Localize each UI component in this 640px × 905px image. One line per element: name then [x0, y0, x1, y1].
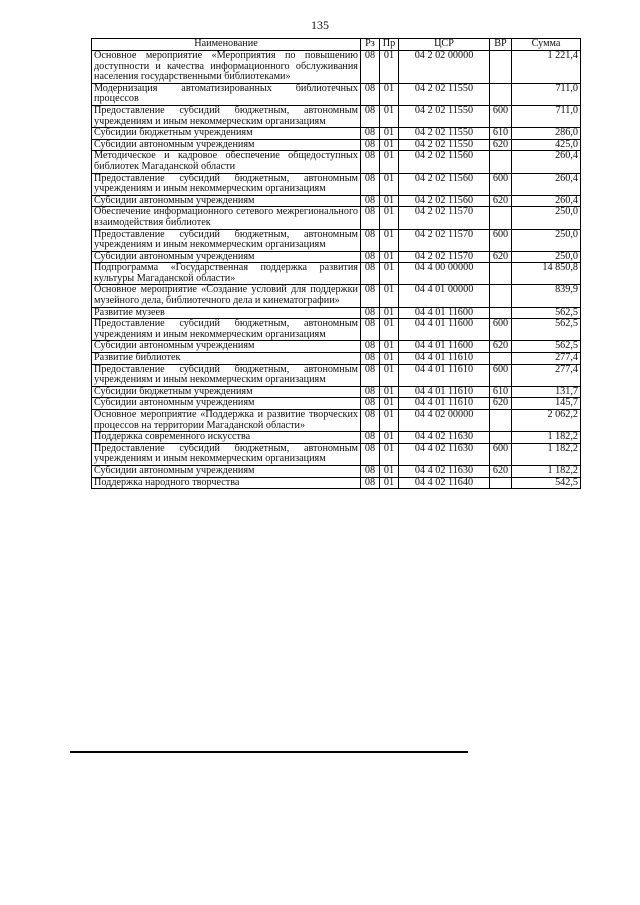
table-row — [92, 353, 581, 365]
table-row — [92, 432, 581, 444]
cell-name: Субсидии автономным учреждениям — [92, 398, 361, 410]
cell-vr — [490, 353, 512, 365]
table-row — [92, 263, 581, 285]
cell-vr — [490, 263, 512, 285]
table-row — [92, 410, 581, 432]
cell-name: Обеспечение информационного сетевого межрегионального взаимодействия библиотек — [92, 207, 361, 229]
cell-pr: 01 — [380, 477, 399, 489]
cell-csr: 04 4 01 11600 — [399, 319, 490, 341]
cell-rz: 08 — [361, 139, 380, 151]
cell-rz: 08 — [361, 432, 380, 444]
cell-name: Субсидии автономным учреждениям — [92, 465, 361, 477]
page-number: 135 — [311, 18, 329, 32]
table-row — [92, 465, 581, 477]
cell-csr: 04 4 02 11630 — [399, 432, 490, 444]
cell-rz: 08 — [361, 465, 380, 477]
header-sum: Сумма — [512, 39, 581, 51]
table-row — [92, 251, 581, 263]
cell-sum: 1 182,2 — [512, 432, 581, 444]
cell-rz: 08 — [361, 353, 380, 365]
cell-vr: 600 — [490, 443, 512, 465]
cell-name: Основное мероприятие «Поддержка и развитие творческих процессов на территории Магаданской области» — [92, 410, 361, 432]
cell-name: Подпрограмма «Государственная поддержка развития культуры Магаданской области» — [92, 263, 361, 285]
cell-vr — [490, 207, 512, 229]
cell-rz: 08 — [361, 51, 380, 84]
cell-pr: 01 — [380, 128, 399, 140]
cell-csr: 04 2 02 11560 — [399, 151, 490, 173]
cell-name: Субсидии автономным учреждениям — [92, 341, 361, 353]
cell-vr: 620 — [490, 465, 512, 477]
cell-pr: 01 — [380, 364, 399, 386]
cell-sum: 145,7 — [512, 398, 581, 410]
table-row — [92, 229, 581, 251]
cell-csr: 04 2 02 11550 — [399, 83, 490, 105]
cell-csr: 04 4 00 00000 — [399, 263, 490, 285]
cell-pr: 01 — [380, 139, 399, 151]
cell-vr — [490, 307, 512, 319]
cell-sum: 711,0 — [512, 105, 581, 127]
cell-rz: 08 — [361, 251, 380, 263]
cell-rz: 08 — [361, 364, 380, 386]
cell-vr — [490, 432, 512, 444]
table-row — [92, 285, 581, 307]
cell-name: Основное мероприятие «Мероприятия по повышению доступности и качества информационного обслуживания населения государственными библиотеками» — [92, 51, 361, 84]
cell-csr: 04 4 01 11610 — [399, 353, 490, 365]
cell-rz: 08 — [361, 195, 380, 207]
cell-vr — [490, 285, 512, 307]
header-rz: Рз — [361, 39, 380, 51]
cell-csr: 04 4 01 11600 — [399, 307, 490, 319]
cell-pr: 01 — [380, 229, 399, 251]
cell-sum: 2 062,2 — [512, 410, 581, 432]
cell-sum: 277,4 — [512, 353, 581, 365]
cell-vr — [490, 83, 512, 105]
cell-pr: 01 — [380, 195, 399, 207]
cell-vr: 610 — [490, 128, 512, 140]
table-row — [92, 477, 581, 489]
cell-vr: 620 — [490, 341, 512, 353]
cell-sum: 250,0 — [512, 207, 581, 229]
cell-pr: 01 — [380, 263, 399, 285]
cell-csr: 04 2 02 11570 — [399, 229, 490, 251]
cell-rz: 08 — [361, 285, 380, 307]
cell-csr: 04 2 02 11550 — [399, 139, 490, 151]
cell-pr: 01 — [380, 443, 399, 465]
cell-sum: 260,4 — [512, 173, 581, 195]
cell-pr: 01 — [380, 410, 399, 432]
cell-csr: 04 4 01 11600 — [399, 341, 490, 353]
cell-vr — [490, 477, 512, 489]
cell-csr: 04 2 02 11560 — [399, 195, 490, 207]
cell-sum: 562,5 — [512, 319, 581, 341]
cell-vr — [490, 151, 512, 173]
cell-vr — [490, 410, 512, 432]
cell-name: Развитие музеев — [92, 307, 361, 319]
cell-name: Предоставление субсидий бюджетным, автономным учреждениям и иным некоммерческим организациям — [92, 364, 361, 386]
cell-csr: 04 4 02 11630 — [399, 465, 490, 477]
cell-name: Субсидии бюджетным учреждениям — [92, 386, 361, 398]
cell-sum: 542,5 — [512, 477, 581, 489]
cell-rz: 08 — [361, 207, 380, 229]
cell-csr: 04 2 02 00000 — [399, 51, 490, 84]
cell-vr: 620 — [490, 251, 512, 263]
table-row — [92, 83, 581, 105]
cell-sum: 131,7 — [512, 386, 581, 398]
cell-sum: 250,0 — [512, 229, 581, 251]
cell-sum: 425,0 — [512, 139, 581, 151]
header-vr: ВР — [490, 39, 512, 51]
cell-vr: 600 — [490, 173, 512, 195]
cell-vr: 600 — [490, 364, 512, 386]
budget-table — [91, 38, 581, 489]
cell-pr: 01 — [380, 105, 399, 127]
cell-sum: 250,0 — [512, 251, 581, 263]
cell-rz: 08 — [361, 307, 380, 319]
cell-csr: 04 2 02 11570 — [399, 251, 490, 263]
cell-name: Предоставление субсидий бюджетным, автономным учреждениям и иным некоммерческим организациям — [92, 229, 361, 251]
cell-rz: 08 — [361, 443, 380, 465]
cell-rz: 08 — [361, 83, 380, 105]
cell-pr: 01 — [380, 432, 399, 444]
cell-vr: 600 — [490, 105, 512, 127]
cell-csr: 04 4 01 11610 — [399, 398, 490, 410]
cell-name: Предоставление субсидий бюджетным, автономным учреждениям и иным некоммерческим организациям — [92, 443, 361, 465]
cell-pr: 01 — [380, 285, 399, 307]
cell-sum: 1 182,2 — [512, 465, 581, 477]
cell-vr — [490, 51, 512, 84]
cell-sum: 1 182,2 — [512, 443, 581, 465]
header-csr: ЦСР — [399, 39, 490, 51]
cell-pr: 01 — [380, 353, 399, 365]
cell-pr: 01 — [380, 151, 399, 173]
cell-rz: 08 — [361, 319, 380, 341]
cell-csr: 04 4 01 11610 — [399, 386, 490, 398]
cell-sum: 1 221,4 — [512, 51, 581, 84]
cell-sum: 260,4 — [512, 195, 581, 207]
cell-vr: 620 — [490, 195, 512, 207]
cell-name: Субсидии бюджетным учреждениям — [92, 128, 361, 140]
cell-vr: 620 — [490, 398, 512, 410]
cell-csr: 04 4 02 11630 — [399, 443, 490, 465]
cell-pr: 01 — [380, 51, 399, 84]
cell-rz: 08 — [361, 229, 380, 251]
cell-name: Поддержка народного творчества — [92, 477, 361, 489]
cell-csr: 04 4 02 11640 — [399, 477, 490, 489]
table-row — [92, 139, 581, 151]
cell-rz: 08 — [361, 410, 380, 432]
cell-rz: 08 — [361, 173, 380, 195]
cell-name: Предоставление субсидий бюджетным, автономным учреждениям и иным некоммерческим организациям — [92, 105, 361, 127]
table-row — [92, 319, 581, 341]
cell-vr: 610 — [490, 386, 512, 398]
cell-csr: 04 4 01 11610 — [399, 364, 490, 386]
cell-sum: 711,0 — [512, 83, 581, 105]
cell-pr: 01 — [380, 83, 399, 105]
cell-rz: 08 — [361, 151, 380, 173]
table-row — [92, 151, 581, 173]
table-row — [92, 364, 581, 386]
table-body — [92, 51, 581, 489]
cell-pr: 01 — [380, 307, 399, 319]
cell-name: Предоставление субсидий бюджетным, автономным учреждениям и иным некоммерческим организациям — [92, 319, 361, 341]
cell-pr: 01 — [380, 173, 399, 195]
cell-pr: 01 — [380, 207, 399, 229]
cell-csr: 04 2 02 11550 — [399, 105, 490, 127]
cell-vr: 600 — [490, 319, 512, 341]
cell-rz: 08 — [361, 128, 380, 140]
cell-name: Субсидии автономным учреждениям — [92, 195, 361, 207]
cell-rz: 08 — [361, 398, 380, 410]
cell-pr: 01 — [380, 386, 399, 398]
cell-rz: 08 — [361, 477, 380, 489]
table-row — [92, 51, 581, 84]
cell-csr: 04 2 02 11560 — [399, 173, 490, 195]
cell-rz: 08 — [361, 341, 380, 353]
table-row — [92, 307, 581, 319]
cell-sum: 277,4 — [512, 364, 581, 386]
table-row — [92, 443, 581, 465]
cell-name: Методическое и кадровое обеспечение общедоступных библиотек Магаданской области — [92, 151, 361, 173]
cell-name: Развитие библиотек — [92, 353, 361, 365]
cell-vr: 620 — [490, 139, 512, 151]
cell-pr: 01 — [380, 251, 399, 263]
table-row — [92, 195, 581, 207]
table-row — [92, 105, 581, 127]
cell-name: Модернизация автоматизированных библиотечных процессов — [92, 83, 361, 105]
table-row — [92, 341, 581, 353]
cell-sum: 839,9 — [512, 285, 581, 307]
cell-csr: 04 4 02 00000 — [399, 410, 490, 432]
cell-sum: 562,5 — [512, 341, 581, 353]
cell-rz: 08 — [361, 105, 380, 127]
table-row — [92, 128, 581, 140]
cell-sum: 286,0 — [512, 128, 581, 140]
header-pr: Пр — [380, 39, 399, 51]
cell-pr: 01 — [380, 398, 399, 410]
bottom-divider — [70, 751, 468, 753]
cell-sum: 562,5 — [512, 307, 581, 319]
header-name: Наименование — [92, 39, 361, 51]
cell-name: Поддержка современного искусства — [92, 432, 361, 444]
cell-name: Основное мероприятие «Создание условий для поддержки музейного дела, библиотечного дела и кинематографии» — [92, 285, 361, 307]
table-row — [92, 398, 581, 410]
cell-pr: 01 — [380, 319, 399, 341]
cell-name: Субсидии автономным учреждениям — [92, 251, 361, 263]
cell-pr: 01 — [380, 341, 399, 353]
cell-rz: 08 — [361, 386, 380, 398]
cell-sum: 260,4 — [512, 151, 581, 173]
table-header-row — [92, 39, 581, 51]
cell-csr: 04 2 02 11570 — [399, 207, 490, 229]
table-row — [92, 173, 581, 195]
table-row — [92, 207, 581, 229]
cell-name: Предоставление субсидий бюджетным, автономным учреждениям и иным некоммерческим организациям — [92, 173, 361, 195]
cell-csr: 04 4 01 00000 — [399, 285, 490, 307]
cell-pr: 01 — [380, 465, 399, 477]
cell-rz: 08 — [361, 263, 380, 285]
cell-sum: 14 850,8 — [512, 263, 581, 285]
cell-csr: 04 2 02 11550 — [399, 128, 490, 140]
cell-name: Субсидии автономным учреждениям — [92, 139, 361, 151]
table-row — [92, 386, 581, 398]
cell-vr: 600 — [490, 229, 512, 251]
